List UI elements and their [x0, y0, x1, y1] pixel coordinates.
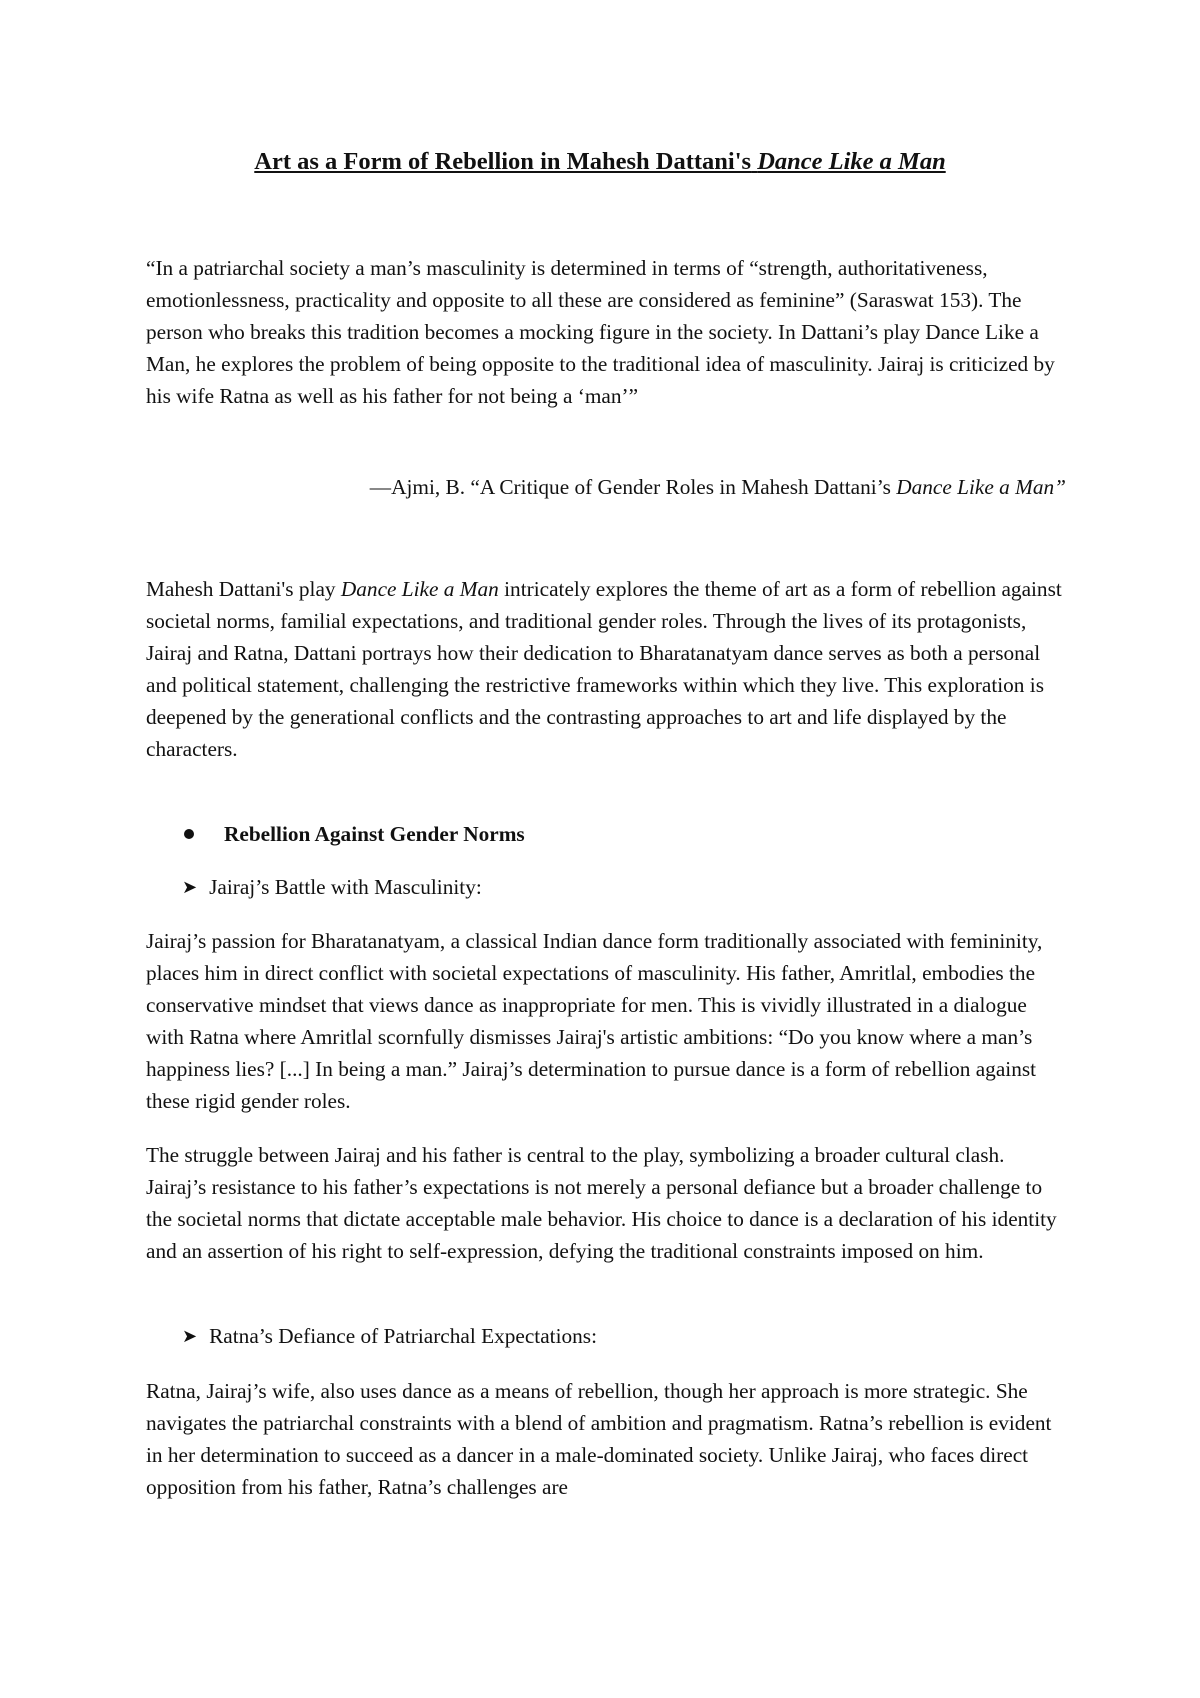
attribution-prefix: —Ajmi, B. “A Critique of Gender Roles in Mahesh Dattani’s [369, 475, 891, 499]
subheading-2: Ratna’s Defiance of Patriarchal Expectations: [209, 1324, 598, 1348]
epigraph-quote: “In a patriarchal society a man’s masculinity is determined in terms of “strength, authoritativeness, emotionlessness, practicality and opposite to all these are considered as feminine” (Saraswat 153). The person who breaks this tradition becomes a mocking figure in the society. In Dattani’s play Dance Like a Man, he explores the problem of being opposite to the traditional idea of masculinity. Jairaj is criticized by his wife Ratna as well as his father for not being a ‘man’” [146, 256, 1055, 408]
bullet-dot-icon [184, 829, 194, 839]
section-heading: Rebellion Against Gender Norms [224, 822, 525, 846]
body-paragraph-2: The struggle between Jairaj and his father is central to the play, symbolizing a broader cultural clash. Jairaj’s resistance to his father’s expectations is not merely a personal defiance but a broader challenge to the societal norms that dictate acceptable male behavior. His choice to dance is a declaration of his identity and an assertion of his right to self-expression, defying the traditional constraints imposed on him. [146, 1143, 1057, 1263]
epigraph-attribution [370, 471, 1066, 503]
title-italic-text: Dance Like a Man [757, 148, 946, 175]
subheading-row-1 [146, 871, 482, 903]
intro-paragraph [146, 573, 1066, 765]
document-title [0, 146, 1200, 178]
arrow-bullet-icon: ➤ [182, 877, 198, 897]
title-text: Art as a Form of Rebellion in Mahesh Dattani's [254, 148, 752, 175]
arrow-bullet-icon: ➤ [182, 1326, 198, 1346]
intro-before: Mahesh Dattani's play [146, 577, 336, 601]
intro-after: intricately explores the theme of art as a form of rebellion against societal norms, familial expectations, and traditional gender roles. Through the lives of its protagonists, Jairaj and Ratna, Dattani portrays how their dedication to Bharatanatyam dance serves as both a personal and political statement, challenging the restrictive frameworks within which they live. This exploration is deepened by the generational conflicts and the contrasting approaches to art and life displayed by the characters. [146, 577, 1062, 761]
intro-italic: Dance Like a Man [340, 577, 499, 601]
attribution-italic: Dance Like a Man” [896, 475, 1066, 499]
body-paragraph-3: Ratna, Jairaj’s wife, also uses dance as a means of rebellion, though her approach is more strategic. She navigates the patriarchal constraints with a blend of ambition and pragmatism. Ratna’s rebellion is evident in her determination to succeed as a dancer in a male-dominated society. Unlike Jairaj, who faces direct opposition from his father, Ratna’s challenges are [146, 1379, 1052, 1499]
subheading-row-2 [146, 1320, 597, 1352]
subheading-1: Jairaj’s Battle with Masculinity: [209, 875, 482, 899]
body-paragraph-1: Jairaj’s passion for Bharatanatyam, a classical Indian dance form traditionally associated with femininity, places him in direct conflict with societal expectations of masculinity. His father, Amritlal, embodies the conservative mindset that views dance as inappropriate for men. This is vividly illustrated in a dialogue with Ratna where Amritlal scornfully dismisses Jairaj's artistic ambitions: “Do you know where a man’s happiness lies? [...] In being a man.” Jairaj’s determination to pursue dance is a form of rebellion against these rigid gender roles. [146, 929, 1043, 1113]
section-heading-row [146, 818, 525, 850]
